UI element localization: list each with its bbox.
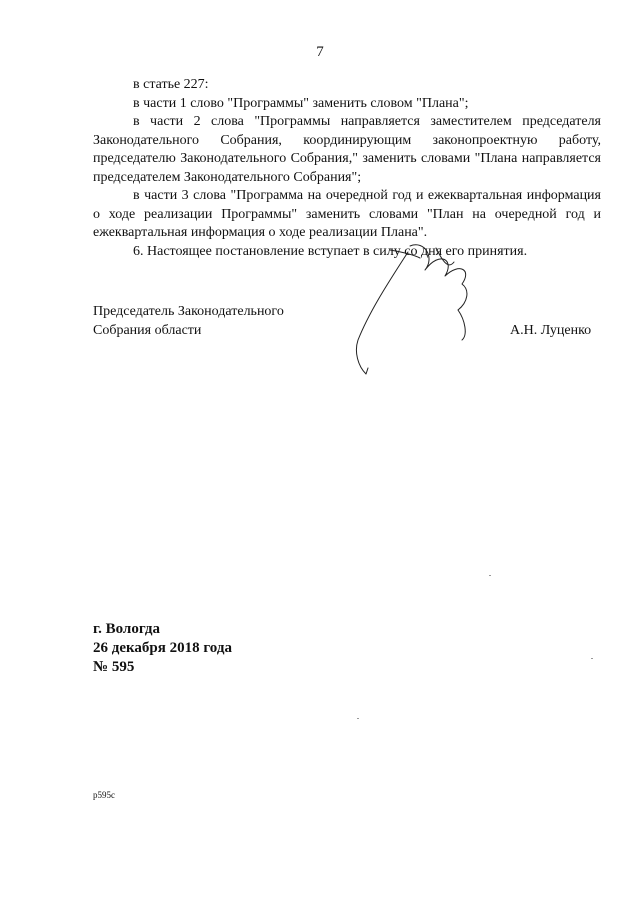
signatory-title-line1: Председатель Законодательного [93,304,284,319]
signatory-title [93,302,284,340]
document-number: № 595 [93,659,135,675]
handwritten-signature [350,240,490,380]
scan-speck [357,718,359,719]
paragraph-entry-into-force: 6. Настоящее постановление вступает в силу со дня его принятия. [133,243,528,259]
paragraph-part-2: в части 2 слова "Программы направляется заместителем председателя Законодательного Собрания, координирующим законопроектную работу, председателю Законодательного Собрания," заменить словами "Плана направляется председателем Законодательного Собрания"; [93,114,601,185]
city: г. Вологда [93,621,160,637]
place-date-number [93,620,232,677]
adoption-date: 26 декабря 2018 года [93,640,232,656]
scan-speck [489,575,491,576]
paragraph-part-3: в части 3 слова "Программа на очередной год и ежеквартальная информация о ходе реализации Программы" заменить словами "План на очередной год и ежеквартальная информация о ходе реализации Плана". [93,188,601,240]
signer-name: А.Н. Луценко [510,323,592,338]
paragraph-article-227: в статье 227: [133,77,209,92]
document-code: р595с [93,790,115,800]
document-body [93,76,601,261]
paragraph-part-1: в части 1 слово "Программы" заменить словом "Плана"; [133,95,469,111]
page-number: 7 [316,44,324,60]
scan-speck [591,658,593,659]
signatory-title-line2: Собрания области [93,323,202,338]
